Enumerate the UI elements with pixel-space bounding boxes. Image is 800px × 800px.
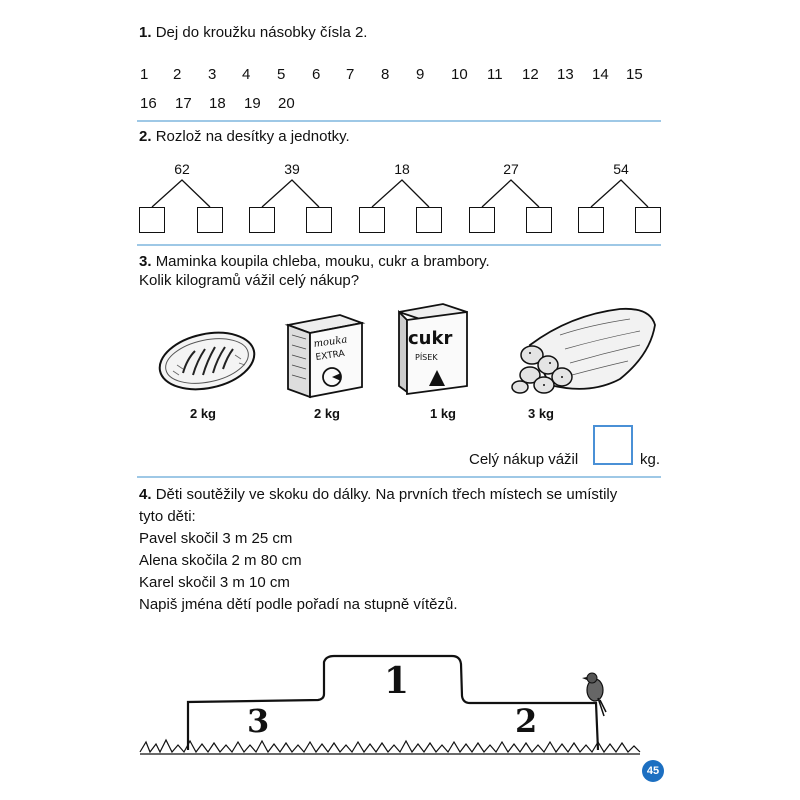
section-divider <box>137 244 661 246</box>
number-cell[interactable]: 20 <box>278 95 295 112</box>
sugar-bag-icon <box>393 298 473 398</box>
bread-weight: 2 kg <box>189 406 216 421</box>
potatoes-weight: 3 kg <box>527 406 554 421</box>
task4-line4: Alena skočila 2 m 80 cm <box>139 552 302 569</box>
task4-number: 4. <box>139 486 152 503</box>
flour-label: mouka <box>312 334 349 350</box>
tree-number: 54 <box>613 161 629 177</box>
task2-number: 2. <box>139 128 152 145</box>
task4-heading <box>139 486 617 503</box>
task3-heading <box>139 253 490 270</box>
number-cell[interactable]: 12 <box>522 66 539 83</box>
section-divider <box>137 476 661 478</box>
podium-place-2: 2 <box>515 702 538 740</box>
number-cell[interactable]: 19 <box>244 95 261 112</box>
number-cell[interactable]: 13 <box>557 66 574 83</box>
bread-icon <box>155 325 260 395</box>
decomposition-trees <box>0 0 800 250</box>
number-cell[interactable]: 16 <box>140 95 157 112</box>
number-cell[interactable]: 14 <box>592 66 609 83</box>
answer-input-box[interactable] <box>593 425 633 465</box>
potatoes-bag-icon <box>510 305 660 400</box>
page-number: 45 <box>642 760 664 782</box>
task4-line5: Karel skočil 3 m 10 cm <box>139 574 290 591</box>
number-cell[interactable]: 5 <box>277 66 286 83</box>
tree-number: 27 <box>503 161 519 177</box>
flour-sublabel: EXTRA <box>315 348 346 363</box>
number-cell[interactable]: 6 <box>312 66 321 83</box>
task2-text: Rozlož na desítky a jednotky. <box>155 128 350 145</box>
podium-place-3: 3 <box>247 702 270 740</box>
units-box[interactable] <box>635 207 661 233</box>
tens-box[interactable] <box>469 207 495 233</box>
task3-line2: Kolik kilogramů vážil celý nákup? <box>139 272 360 289</box>
number-cell[interactable]: 11 <box>487 66 503 83</box>
number-cell[interactable]: 8 <box>381 66 390 83</box>
tree-number: 18 <box>394 161 410 177</box>
task3-line1: Maminka koupila chleba, mouku, cukr a brambory. <box>155 253 490 270</box>
number-cell[interactable]: 10 <box>451 66 468 83</box>
tens-box[interactable] <box>359 207 385 233</box>
flour-weight: 2 kg <box>313 406 340 421</box>
task4-line2: tyto děti: <box>139 508 196 525</box>
sugar-sublabel: PÍSEK <box>415 353 438 362</box>
units-box[interactable] <box>306 207 332 233</box>
answer-prefix: Celý nákup vážil <box>469 451 579 468</box>
number-cell[interactable]: 3 <box>208 66 217 83</box>
units-box[interactable] <box>526 207 552 233</box>
podium-place-1: 1 <box>384 660 410 702</box>
number-cell[interactable]: 17 <box>175 95 192 112</box>
task3-number: 3. <box>139 253 152 270</box>
tree-number: 62 <box>174 161 190 177</box>
tree-number: 39 <box>284 161 300 177</box>
task1-text: Dej do kroužku násobky čísla 2. <box>155 24 368 41</box>
task4-line6: Napiš jména dětí podle pořadí na stupně vítězů. <box>139 596 458 613</box>
tens-box[interactable] <box>578 207 604 233</box>
number-cell[interactable]: 1 <box>140 66 149 83</box>
units-box[interactable] <box>197 207 223 233</box>
sugar-label: cukr <box>408 328 453 349</box>
tens-box[interactable] <box>139 207 165 233</box>
units-box[interactable] <box>416 207 442 233</box>
flour-bag-icon <box>280 305 370 400</box>
number-cell[interactable]: 2 <box>173 66 182 83</box>
answer-unit: kg. <box>640 451 661 468</box>
number-cell[interactable]: 18 <box>209 95 226 112</box>
number-cell[interactable]: 15 <box>626 66 643 83</box>
task1-number: 1. <box>139 24 152 41</box>
number-cell[interactable]: 9 <box>416 66 425 83</box>
tens-box[interactable] <box>249 207 275 233</box>
sugar-weight: 1 kg <box>429 406 456 421</box>
number-cell[interactable]: 4 <box>242 66 251 83</box>
number-cell[interactable]: 7 <box>346 66 355 83</box>
task4-line3: Pavel skočil 3 m 25 cm <box>139 530 293 547</box>
task4-line1: Děti soutěžily ve skoku do dálky. Na prvních třech místech se umístily <box>155 486 618 503</box>
